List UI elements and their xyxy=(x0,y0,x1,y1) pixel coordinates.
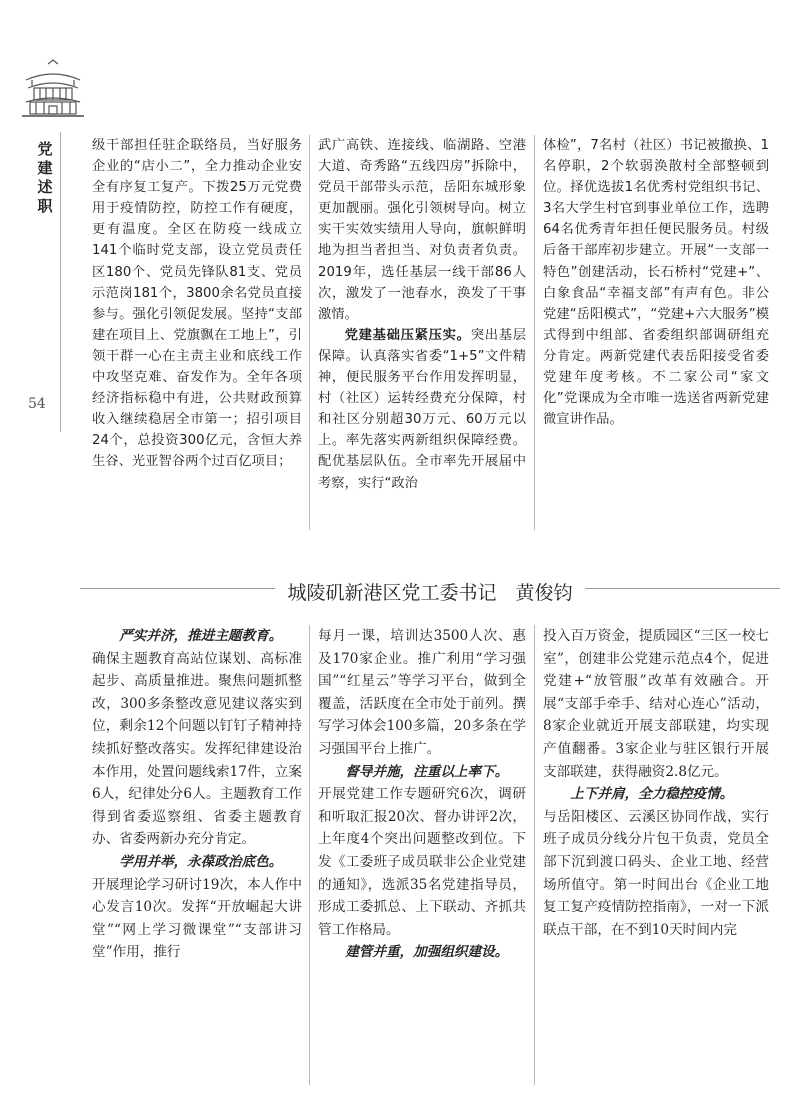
column-divider xyxy=(534,625,535,1085)
section-label-char: 述 xyxy=(37,178,53,196)
column-divider xyxy=(309,135,310,530)
section-label-char: 建 xyxy=(37,159,53,177)
paragraph xyxy=(318,325,526,494)
paragraph-heading: 党建基础压紧压实。 xyxy=(344,327,471,343)
paragraph: 与岳阳楼区、云溪区协同作战，实行班子成员分线分片包干负责，党员全部下沉到渡口码头、企业工地、经营场所值守。第一时间出台《企业工地复工复产疫情防控指南》，一对一下派联点干部，在不到10天时间内完 xyxy=(543,808,769,938)
paragraph: 体检”，7名村（社区）书记被撤换、1名停职，2个软弱涣散村全部整顿到位。择优选拔1名优秀村党组织书记、3名大学生村官到事业单位工作，选聘64名优秀青年担任便民服务员。村级后备干部库初步建立。开展“一支部一特色”创建活动，长石桥村“党建+”、白象食品“幸福支部”有声有色。非公党建“岳阳模式”，“党建+六大服务”模式得到中组部、省委组织部调研组充分肯定。两新党建代表岳阳接受省委党建年度考核。不二家公司“家文化”党课成为全市唯一选送省两新党建微宣讲作品。 xyxy=(543,138,769,428)
page-number: 54 xyxy=(28,396,46,412)
paragraph-heading: 学用并举，永葆政治底色。 xyxy=(119,853,283,870)
top-column-3 xyxy=(543,135,769,430)
top-column-2 xyxy=(318,135,526,494)
top-column-1 xyxy=(92,135,302,473)
paragraph-heading: 督导并施，注重以上率下。 xyxy=(345,763,509,780)
bottom-column-3 xyxy=(543,625,769,941)
paragraph: 确保主题教育高站位谋划、高标准起步、高质量推进。聚焦问题抓整改，300多条整改意见建议落实到位，剩余12个问题以钉钉子精神持续抓好整改落实。发挥纪律建设治本作用，处置问题线索17件，立案6人，纪律处分6人。主题教育工作得到省委巡察组、省委主题教育办、省委两新办充分肯定。 xyxy=(92,650,302,848)
section-label xyxy=(36,140,54,216)
paragraph: 投入百万资金，提质园区“三区一校七室”，创建非公党建示范点4个，促进党建+“放管服”改革有效融合。开展“支部手牵手、结对心连心”活动，8家企业就近开展支部联建，均实现产值翻番。3家企业与驻区银行开展支部联建，获得融资2.8亿元。 xyxy=(543,628,769,780)
section-label-char: 党 xyxy=(37,140,53,158)
paragraph-heading: 严实并济，推进主题教育。 xyxy=(119,628,283,644)
paragraph: 开展党建工作专题研究6次，调研和听取汇报20次、督办讲评2次，上年度4个突出问题整改到位。下发《工委班子成员联非公企业党建的通知》，选派35名党建指导员，形成工委抓总、上下联动、齐抓共管工作格局。 xyxy=(318,786,526,938)
article-title: 城陵矶新港区党工委书记 黄俊钧 xyxy=(275,582,584,604)
column-divider xyxy=(309,625,310,1085)
paragraph: 开展理论学习研讨19次，本人作中心发言10次。发挥“开放崛起大讲堂”“网上学习微课堂”“支部讲习堂”作用，推行 xyxy=(92,876,302,961)
sidebar-rule xyxy=(60,132,61,432)
paragraph: 武广高铁、连接线、临湖路、空港大道、奇秀路“五线四房”拆除中，党员干部带头示范，岳阳东城形象更加靓丽。强化引领树导向。树立实干实效实绩用人导向，旗帜鲜明地为担当者担当、对负责者负责。2019年，选任基层一线干部86人次，激发了一池春水，涣发了干事激情。 xyxy=(318,138,526,322)
pavilion-logo-icon xyxy=(18,58,88,128)
section-label-char: 职 xyxy=(37,197,53,215)
bottom-column-2 xyxy=(318,625,526,964)
paragraph: 每月一课，培训达3500人次、惠及170家企业。推广利用“学习强国”“红星云”等学习平台，做到全覆盖，活跃度在全市处于前列。撰写学习体会100多篇，20多条在学习强国平台上推广。 xyxy=(318,628,526,757)
article-title-bar xyxy=(80,578,780,604)
bottom-column-1 xyxy=(92,625,302,964)
column-divider xyxy=(534,135,535,530)
paragraph: 级干部担任驻企联络员，当好服务企业的“店小二”，全力推动企业安全有序复工复产。下拨25万元党费用于疫情防控，防控工作有硬度，更有温度。全区在防疫一线成立141个临时党支部，设立党员责任区180个、党员先锋队81支、党员示范岗181个，3800余名党员直接参与。强化引领促发展。坚持“支部建在项目上、党旗飘在工地上”，引领干群一心在主责主业和底线工作中攻坚克难、奋发作为。全年各项经济指标稳中有进，公共财政预算收入继续稳居全市第一；招引项目24个，总投资300亿元，含恒大养生谷、光亚智谷两个过百亿项目； xyxy=(92,138,302,470)
paragraph-text: 突出基层保障。认真落实省委“1+5”文件精神，便民服务平台作用发挥明显，村（社区）运转经费充分保障，村和社区分别超30万元、60万元以上。率先落实两新组织保障经费。配优基层队伍。全市率先开展届中考察，实行“政治 xyxy=(318,327,527,491)
paragraph-heading: 建管并重，加强组织建设。 xyxy=(345,944,509,961)
paragraph-heading: 上下并肩，全力稳控疫情。 xyxy=(570,786,734,803)
